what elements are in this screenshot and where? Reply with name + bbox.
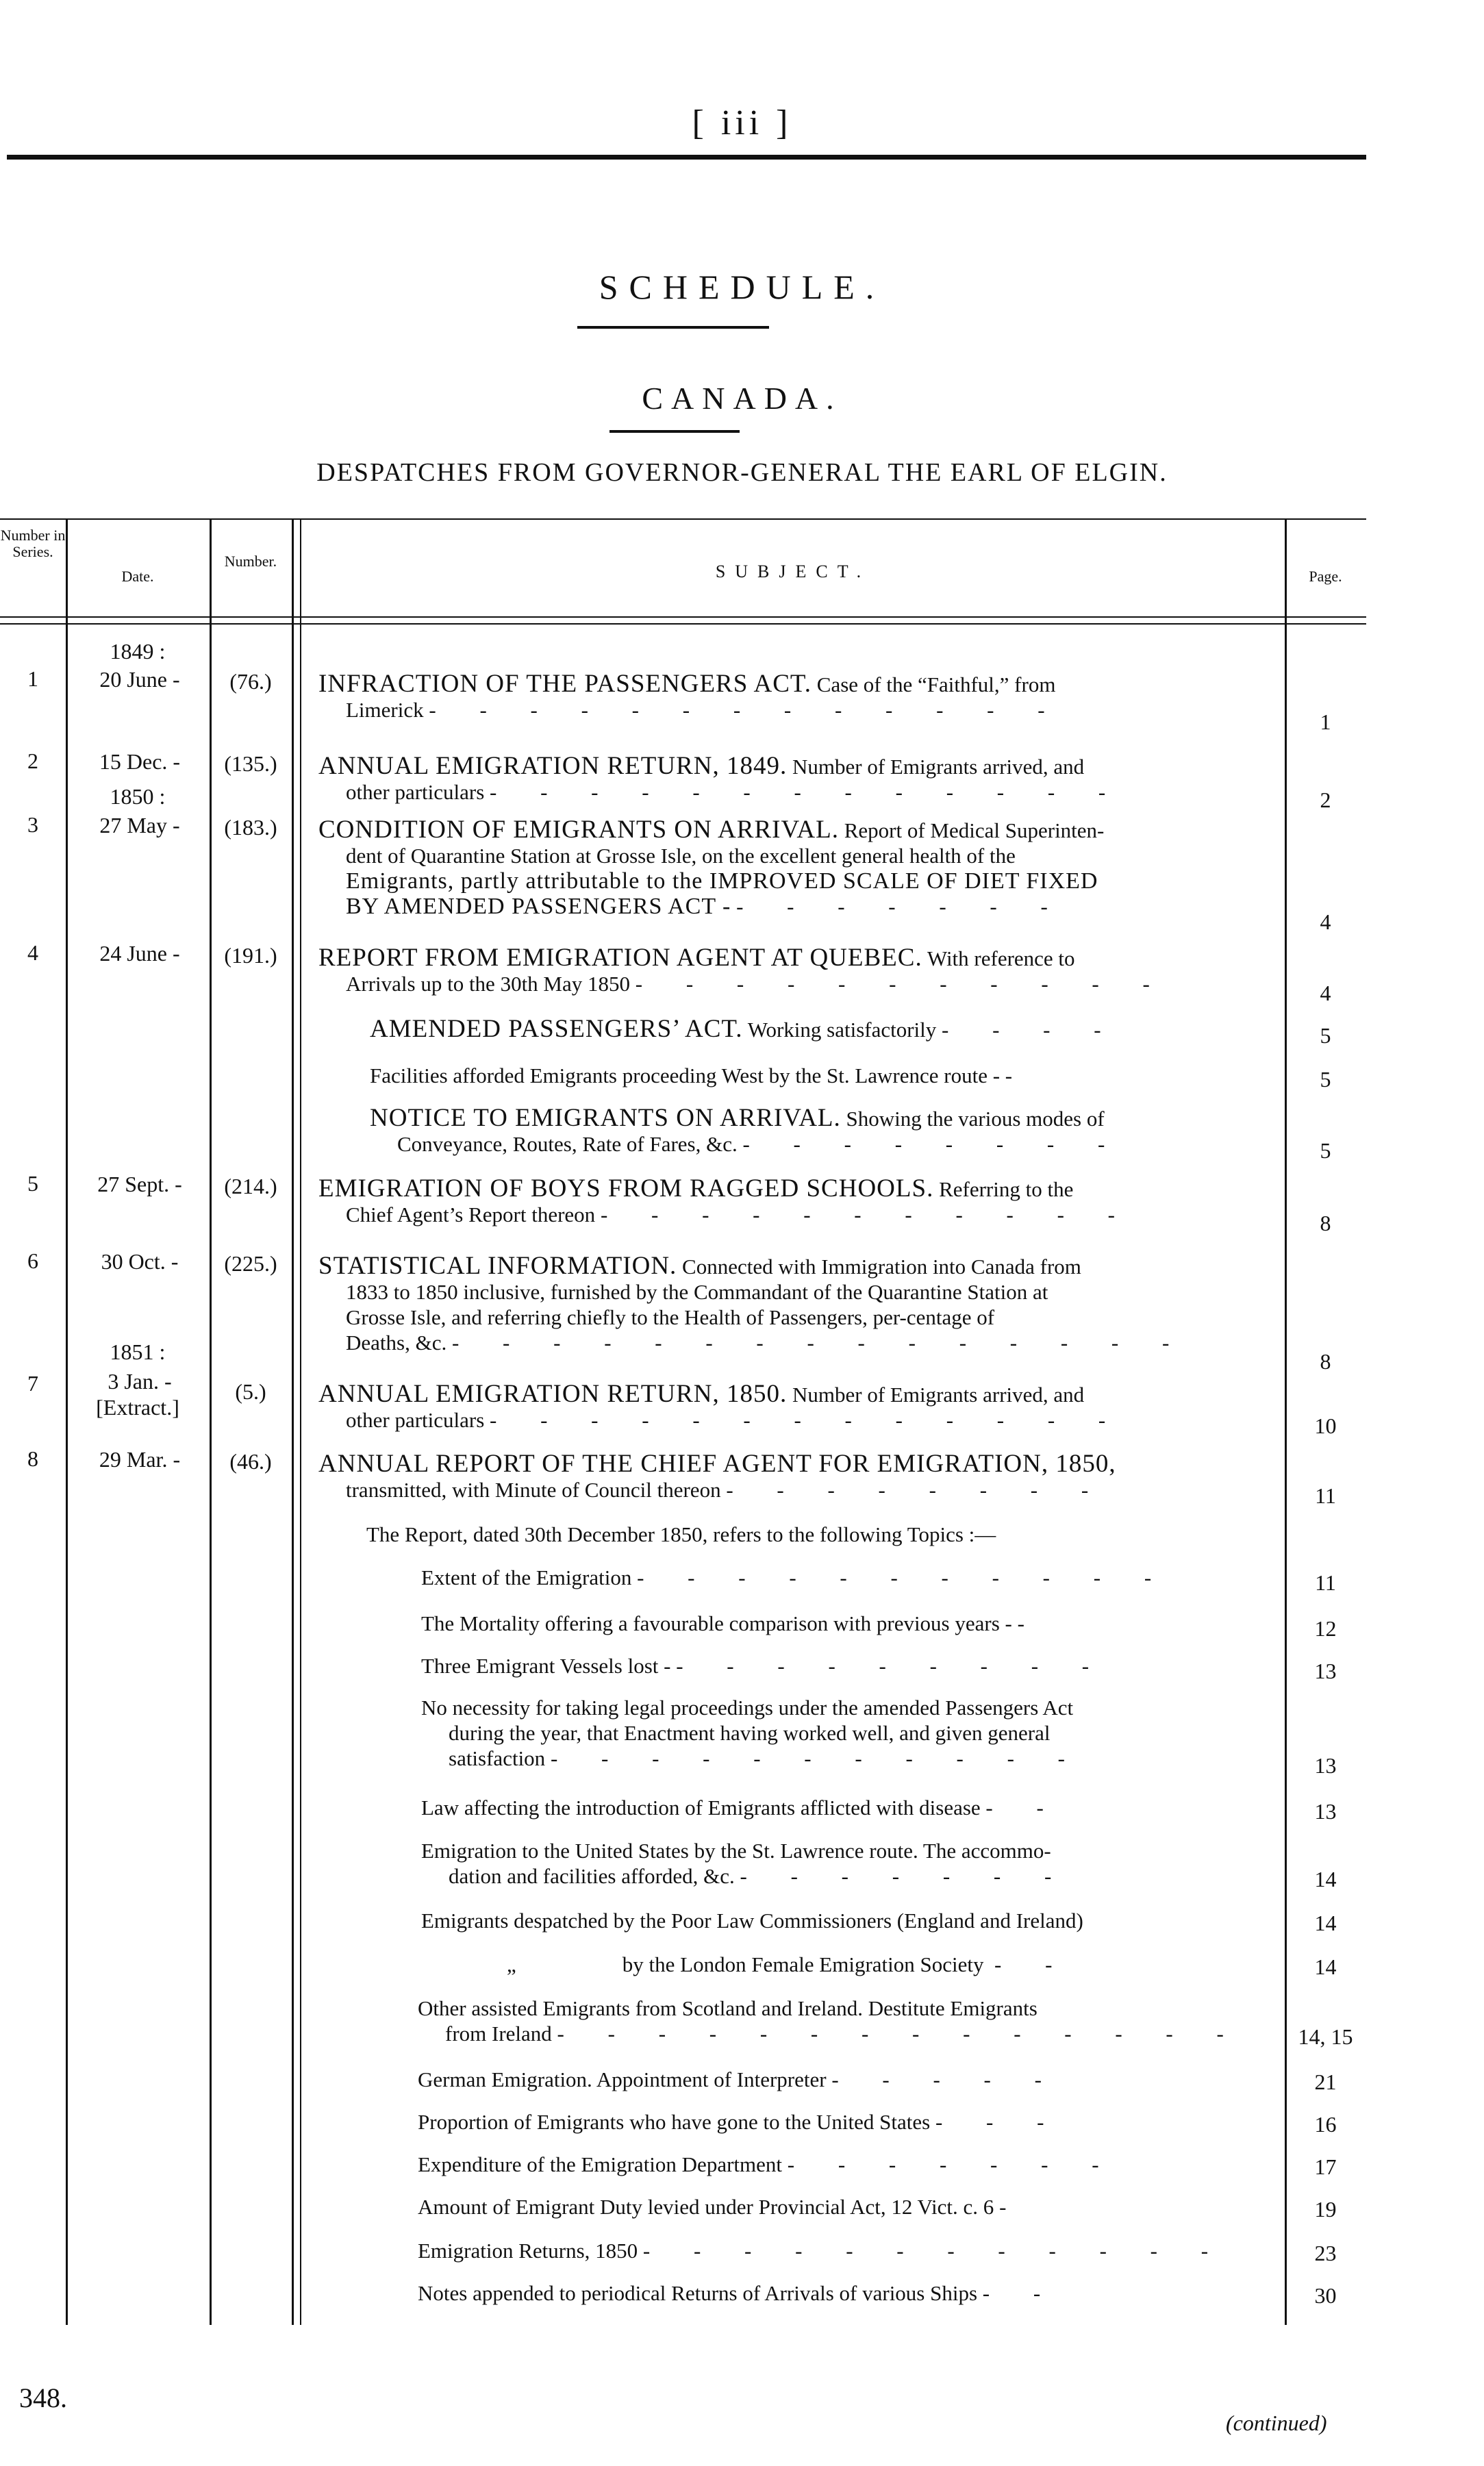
row-subject (318, 1381, 1277, 1433)
section-heading: DESPATCHES FROM GOVERNOR-GENERAL THE EARL OF ELGIN. (316, 458, 1168, 487)
page-ref: 16 (1314, 2112, 1337, 2137)
header-rule (7, 155, 1366, 160)
footer-right: (continued) (1226, 2411, 1327, 2435)
subject-cont: 1833 to 1850 inclusive, furnished by the Commandant of the Quarantine Station at (346, 1280, 1048, 1304)
col-header-series: Number in Series. (0, 527, 66, 560)
despatch-number: (214.) (224, 1174, 277, 1198)
document-subtitle: CANADA. (642, 381, 842, 416)
col-divider-3b (300, 518, 301, 2325)
header-bottom-rule-2 (0, 623, 1366, 625)
col-header-number: Number. (224, 553, 277, 570)
row-date-note: [Extract.] (96, 1395, 179, 1420)
subject-cont: Chief Agent’s Report thereon - - - - - - - - - - - (346, 1203, 1134, 1226)
topic-item: German Emigration. Appointment of Interpreter - - - - - (418, 2067, 1061, 2091)
row-date: 15 Dec. - (99, 749, 181, 774)
page-ref: 13 (1314, 1753, 1337, 1778)
despatch-number: (135.) (224, 751, 277, 776)
col-header-page: Page. (1309, 568, 1342, 585)
page-ref: 4 (1320, 909, 1331, 934)
sub-item-text: Showing the various modes of (846, 1107, 1105, 1131)
despatch-number: (183.) (224, 815, 277, 840)
page-ref: 14, 15 (1298, 2024, 1353, 2049)
row-subject (318, 945, 1277, 996)
series-number: 6 (27, 1248, 38, 1273)
subject-heading: INFRACTION OF THE PASSENGERS ACT. (318, 670, 812, 698)
page-ref: 14 (1314, 1911, 1337, 1935)
subject-text: Number of Emigrants arrived, and (792, 1383, 1085, 1407)
page-ref: 19 (1314, 2197, 1337, 2222)
subject-cont: Grosse Isle, and referring chiefly to the Health of Passengers, per-centage of (346, 1305, 995, 1329)
series-number: 4 (27, 940, 38, 965)
subject-cont: Limerick - - - - - - - - - - - - - (346, 698, 1064, 722)
subject-text: Connected with Immigration into Canada from (682, 1255, 1081, 1279)
footer-left: 348. (19, 2382, 67, 2413)
subject-cont: other particulars - - - - - - - - - - - - - (346, 780, 1125, 804)
page-ref: 13 (1314, 1799, 1337, 1824)
row-subject (318, 817, 1277, 919)
table-top-rule (0, 518, 1366, 520)
series-number: 1 (27, 666, 38, 691)
subject-cont: Arrivals up to the 30th May 1850 - - - - - - - - - - - (346, 972, 1169, 996)
subject-heading: CONDITION OF EMIGRANTS ON ARRIVAL. (318, 816, 839, 844)
despatch-number: (76.) (229, 669, 272, 694)
page-ref: 10 (1314, 1413, 1337, 1438)
topic-item: Other assisted Emigrants from Scotland and Ireland. Destitute Emigrants from Ireland - - - - - - - - - - - - - - (418, 1996, 1243, 2046)
page-ref: 5 (1320, 1023, 1331, 1048)
document-title: SCHEDULE. (599, 268, 885, 306)
sub-item (370, 1105, 1281, 1157)
row-date: 29 Mar. - (99, 1447, 181, 1472)
row-date: 24 June - (99, 941, 180, 966)
topic-item: The Mortality offering a favourable comparison with previous years - - (421, 1611, 1044, 1635)
sub-item-cont: Conveyance, Routes, Rate of Fares, &c. - - - - - - - - (397, 1132, 1124, 1156)
topic-item: Emigration to the United States by the St. Lawrence route. The accommo- dation and facilities afforded, &c. - - - - - - - (421, 1839, 1071, 1888)
page-ref: 14 (1314, 1867, 1337, 1891)
row-subject (318, 1451, 1277, 1502)
despatch-number: (225.) (224, 1251, 277, 1276)
page-ref: 14 (1314, 1954, 1337, 1979)
row-subject (318, 671, 1277, 722)
year-label: 1850 : (110, 784, 166, 809)
page-ref: 13 (1314, 1659, 1337, 1683)
page-ref: 11 (1315, 1483, 1336, 1508)
subject-text: With reference to (927, 946, 1075, 970)
row-date: 27 Sept. - (97, 1172, 182, 1196)
series-number: 7 (27, 1371, 38, 1396)
series-number: 2 (27, 748, 38, 773)
topic-item: Proportion of Emigrants who have gone to the United States - - - (418, 2110, 1064, 2134)
subject-heading: ANNUAL EMIGRATION RETURN, 1849. (318, 752, 788, 780)
page-ref: 2 (1320, 788, 1331, 812)
subject-text: Case of the “Faithful,” from (816, 672, 1056, 696)
sub-item-heading: AMENDED PASSENGERS’ ACT. (370, 1015, 743, 1043)
sub-item-heading: NOTICE TO EMIGRANTS ON ARRIVAL. (370, 1104, 841, 1132)
page-ref: 23 (1314, 2241, 1337, 2265)
row-date: 30 Oct. - (101, 1249, 179, 1274)
col-divider-3 (292, 518, 294, 2325)
page-ref: 8 (1320, 1349, 1331, 1374)
subject-cont: BY AMENDED PASSENGERS ACT - - - - - - - - (346, 894, 1067, 919)
topic-item: No necessity for taking legal proceedings under the amended Passengers Act during the year, that Enactment having worked well, and given general satisfaction - - - - - - - - - - - (421, 1696, 1084, 1770)
row-date: 27 May - (99, 813, 180, 838)
year-label: 1849 : (110, 639, 166, 664)
page-ref: 5 (1320, 1138, 1331, 1163)
series-number: 5 (27, 1171, 38, 1196)
subject-cont: Emigrants, partly attributable to the IMPROVED SCALE OF DIET FIXED (346, 868, 1098, 894)
row-subject (318, 1253, 1277, 1355)
subject-cont: other particulars - - - - - - - - - - - - - (346, 1408, 1125, 1432)
page-ref: 5 (1320, 1067, 1331, 1092)
subject-cont: transmitted, with Minute of Council thereon - - - - - - - - (346, 1478, 1108, 1502)
subject-heading: EMIGRATION OF BOYS FROM RAGGED SCHOOLS. (318, 1174, 934, 1203)
page-ref: 12 (1314, 1616, 1337, 1641)
page-ref: 4 (1320, 981, 1331, 1005)
topic-item: Extent of the Emigration - - - - - - - - - - - (421, 1565, 1171, 1589)
row-subject (318, 753, 1277, 805)
despatch-number: (191.) (224, 943, 277, 968)
sub-item-text: Facilities afforded Emigrants proceeding West by the St. Lawrence route - (370, 1064, 1001, 1087)
title-rule (577, 326, 769, 329)
topic-item: „ by the London Female Emigration Society - - (507, 1952, 1072, 1976)
topic-item: Three Emigrant Vessels lost - - - - - - - - - - (421, 1654, 1109, 1678)
subject-heading: REPORT FROM EMIGRATION AGENT AT QUEBEC. (318, 944, 922, 972)
col-header-subject: SUBJECT. (715, 562, 871, 581)
page-ref: 30 (1314, 2283, 1337, 2308)
subject-heading: STATISTICAL INFORMATION. (318, 1252, 677, 1280)
topic-item: Emigrants despatched by the Poor Law Commissioners (England and Ireland) (421, 1909, 1083, 1933)
page-number: [ iii ] (692, 103, 792, 142)
sub-item-text: Working satisfactorily (747, 1018, 937, 1042)
topic-item: Notes appended to periodical Returns of Arrivals of various Ships - - (418, 2281, 1060, 2305)
subject-cont: dent of Quarantine Station at Grosse Isle, on the excellent general health of the (346, 844, 1016, 868)
page-ref: 11 (1315, 1570, 1336, 1595)
row-date: 20 June - (99, 667, 180, 692)
series-number: 8 (27, 1446, 38, 1471)
header-bottom-rule (0, 616, 1366, 618)
series-number: 3 (27, 812, 38, 837)
row-date: 3 Jan. - (108, 1369, 172, 1394)
year-label: 1851 : (110, 1339, 166, 1364)
subject-text: Referring to the (939, 1177, 1074, 1201)
col-divider-2 (210, 518, 212, 2325)
col-header-date: Date. (121, 568, 154, 585)
page-ref: 21 (1314, 2069, 1337, 2094)
report-intro: The Report, dated 30th December 1850, refers to the following Topics :— (366, 1522, 996, 1546)
subject-text: Number of Emigrants arrived, and (792, 755, 1085, 779)
page-ref: 17 (1314, 2154, 1337, 2179)
subject-heading: ANNUAL EMIGRATION RETURN, 1850. (318, 1380, 788, 1408)
despatch-number: (5.) (235, 1379, 266, 1404)
topic-item: Expenditure of the Emigration Department - - - - - - - (418, 2152, 1118, 2176)
subtitle-rule (609, 430, 740, 433)
sub-item: Facilities afforded Emigrants proceeding West by the St. Lawrence route - - (370, 1064, 1032, 1087)
subject-text: Report of Medical Superinten- (844, 818, 1105, 842)
subject-cont: Deaths, &c. - - - - - - - - - - - - - - - (346, 1331, 1189, 1355)
page-ref: 1 (1320, 709, 1331, 734)
subject-heading: ANNUAL REPORT OF THE CHIEF AGENT FOR EMIGRATION, 1850, (318, 1450, 1116, 1478)
topic-item: Amount of Emigrant Duty levied under Provincial Act, 12 Vict. c. 6 - (418, 2195, 1026, 2219)
topic-item: Law affecting the introduction of Emigrants afflicted with disease - - (421, 1796, 1063, 1820)
despatch-number: (46.) (229, 1449, 272, 1474)
page-ref: 8 (1320, 1211, 1331, 1235)
row-subject (318, 1176, 1277, 1227)
topic-item: Emigration Returns, 1850 - - - - - - - - - - - - (418, 2239, 1228, 2263)
sub-item: AMENDED PASSENGERS’ ACT. Working satisfactorily - - - - (370, 1015, 1120, 1043)
